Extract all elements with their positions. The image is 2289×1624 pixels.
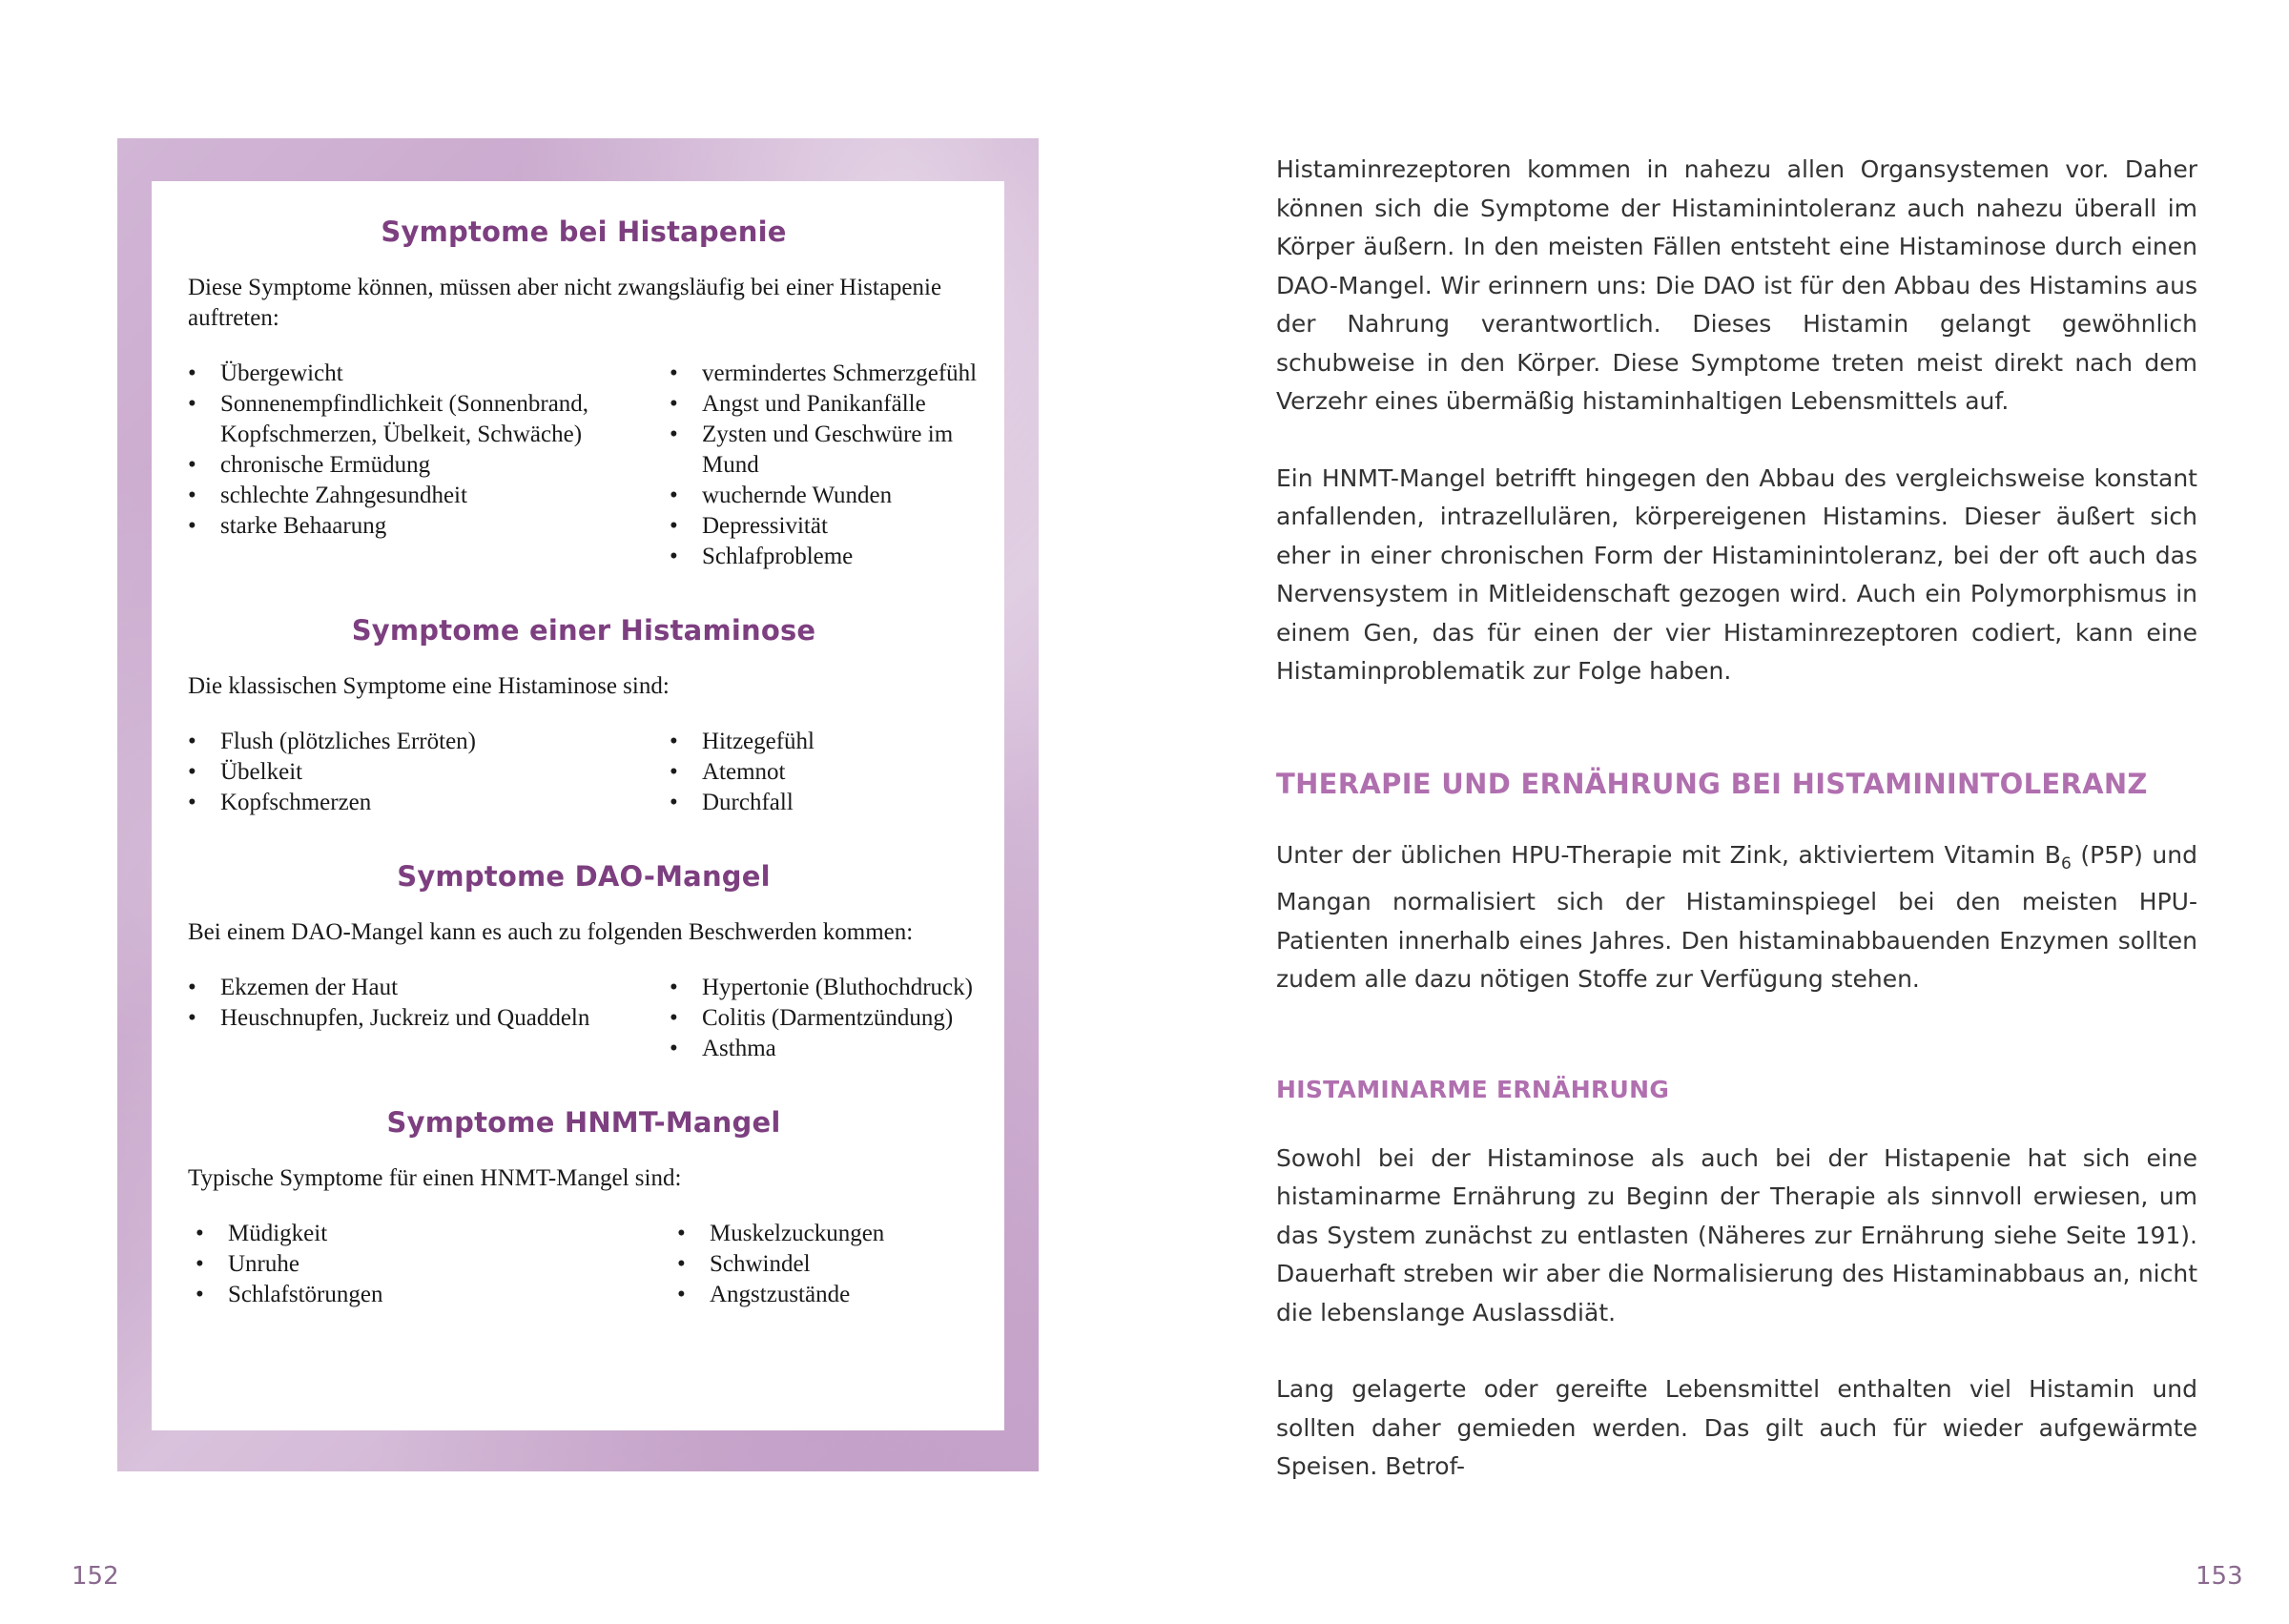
list-item: • Hypertonie (Bluthochdruck) [670, 973, 980, 1003]
symptom-box-frame [117, 138, 1039, 1471]
hnmt-mangel-list [188, 1219, 980, 1310]
list-item: • Durchfall [670, 788, 980, 818]
section-heading: THERAPIE UND ERNÄHRUNG BEI HISTAMININTOLERANZ [1276, 767, 2148, 800]
histapenie-list [188, 359, 980, 572]
paragraph-part: (P5P) und Mangan normalisiert sich der Histaminspiegel bei den meisten HPU-Patienten innerhalb eines Jahres. Den histaminabbauenden Enzymen sollten zudem alle dazu nötigen Stoffe zur Verfügung stehen. [1276, 840, 2197, 993]
dao-mangel-intro: Bei einem DAO-Mangel kann es auch zu folgenden Beschwerden kommen: [188, 919, 914, 945]
subsection-heading: HISTAMINARME ERNÄHRUNG [1276, 1075, 1670, 1103]
list-item: • Übelkeit [188, 757, 670, 788]
paragraph [1276, 836, 2197, 999]
list-item: • Schwindel [670, 1249, 980, 1280]
symptom-box [152, 181, 1004, 1430]
paragraph: Ein HNMT-Mangel betrifft hingegen den Abbau des vergleichsweise konstant anfallenden, intrazellulären, körpereigenen Histamins. Dieser äußert sich eher in einer chronischen Form der Histaminintoleranz, bei der oft auch das Nervensystem in Mitleidenschaft gezogen wird. Auch ein Polymorphismus in einem Gen, das für einen der vier Histaminrezeptoren codiert, kann eine Histaminproblematik zur Folge haben. [1276, 463, 2197, 685]
histaminose-intro: Die klassischen Symptome eine Histaminose sind: [188, 673, 670, 699]
hnmt-mangel-heading: Symptome HNMT-Mangel [386, 1106, 781, 1139]
list-item: • Müdigkeit [188, 1219, 670, 1249]
list-item: • Angst und Panikanfälle [670, 389, 980, 420]
list-item: • Depressivität [670, 511, 980, 542]
list-item: • chronische Ermüdung [188, 450, 670, 481]
list-item: • wuchernde Wunden [670, 481, 980, 511]
list-item: • Kopfschmerzen [188, 788, 670, 818]
list-item: • Asthma [670, 1034, 980, 1064]
list-item: • Schlafprobleme [670, 542, 980, 572]
paragraph: Histaminrezeptoren kommen in nahezu allen Organsystemen vor. Daher können sich die Symptome der Histaminintoleranz auch nahezu überall im Körper äußern. In den meisten Fällen entsteht eine Histaminose durch einen DAO-Mangel. Wir erinnern uns: Die DAO ist für den Abbau des Histamins aus der Nahrung verantwortlich. Dieses Histamin gelangt gewöhnlich schubweise in den Körper. Diese Symptome treten meist direkt nach dem Verzehr eines übermäßig histaminhaltigen Lebensmittels auf. [1276, 155, 2197, 415]
right-page-body [1276, 151, 2197, 1487]
list-item: • Flush (plötzliches Erröten) [188, 727, 670, 757]
list-item: • Unruhe [188, 1249, 670, 1280]
histapenie-intro: Diese Symptome können, müssen aber nicht zwangsläufig bei einer Histapenie auftreten: [188, 275, 942, 331]
list-item: • Sonnenempfindlichkeit (Sonnenbrand, Kopfschmerzen, Übelkeit, Schwäche) [188, 389, 670, 450]
list-item: • Ekzemen der Haut [188, 973, 670, 1003]
list-item: • Heuschnupfen, Juckreiz und Quaddeln [188, 1003, 670, 1034]
paragraph: Sowohl bei der Histaminose als auch bei der Histapenie hat sich eine histaminarme Ernährung zu Beginn der Therapie als sinnvoll erwiesen, um das System zunächst zu entlasten (Näheres zur Ernährung siehe Seite 191). Dauerhaft streben wir aber die Normalisierung des Histaminabbaus an, nicht die lebenslange Auslassdiät. [1276, 1143, 2197, 1326]
list-item: • Muskelzuckungen [670, 1219, 980, 1249]
list-item: • Schlafstörungen [188, 1280, 670, 1310]
list-item: • Übergewicht [188, 359, 670, 389]
list-item: • Atemnot [670, 757, 980, 788]
paragraph: Lang gelagerte oder gereifte Lebensmittel enthalten viel Histamin und sollten daher gemieden werden. Das gilt auch für wieder aufgewärmte Speisen. Betrof- [1276, 1375, 2197, 1480]
list-item: • Colitis (Darmentzündung) [670, 1003, 980, 1034]
subscript: 6 [2060, 853, 2072, 874]
list-item: • Zysten und Geschwüre im Mund [670, 420, 980, 481]
dao-mangel-list [188, 973, 980, 1064]
paragraph-part: Unter der üblichen HPU-Therapie mit Zink, aktiviertem Vitamin B [1276, 840, 2061, 869]
page-number-left: 152 [72, 1562, 119, 1591]
page-number-right: 153 [2196, 1562, 2243, 1591]
histapenie-heading: Symptome bei Histapenie [381, 216, 787, 248]
list-item: • Hitzegefühl [670, 727, 980, 757]
histaminose-list [188, 727, 980, 818]
list-item: • Angstzustände [670, 1280, 980, 1310]
dao-mangel-heading: Symptome DAO-Mangel [397, 860, 771, 893]
histaminose-heading: Symptome einer Histaminose [351, 614, 816, 647]
hnmt-mangel-intro: Typische Symptome für einen HNMT-Mangel sind: [188, 1165, 682, 1191]
list-item: • starke Behaarung [188, 511, 670, 542]
list-item: • vermindertes Schmerzgefühl [670, 359, 980, 389]
list-item: • schlechte Zahngesundheit [188, 481, 670, 511]
